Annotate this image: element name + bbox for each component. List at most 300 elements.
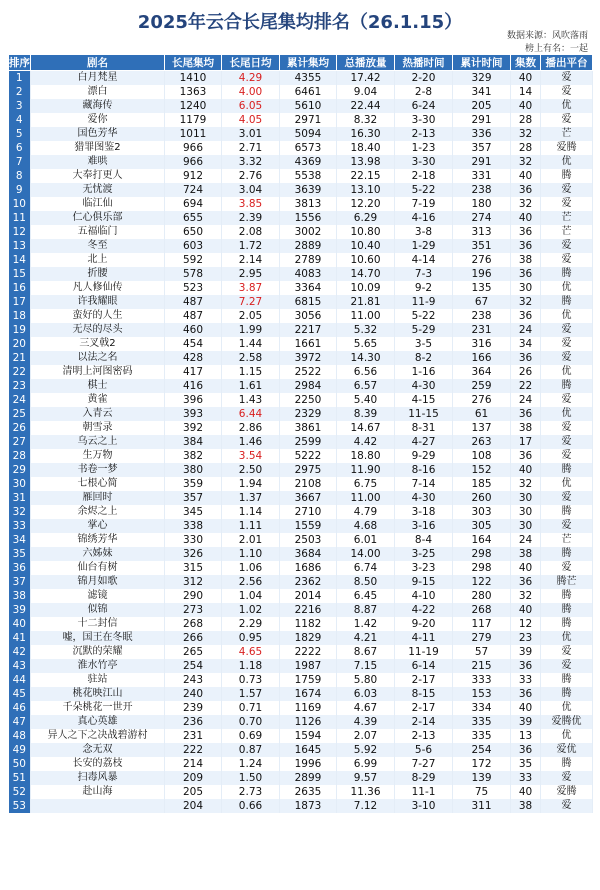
cell-rank: 1 bbox=[9, 71, 31, 86]
cell-platform: 芒 bbox=[541, 533, 593, 547]
cell-total-views: 4.79 bbox=[337, 505, 395, 519]
cell-tail-avg: 239 bbox=[165, 701, 222, 715]
cell-platform: 优 bbox=[541, 281, 593, 295]
cell-total-views: 6.45 bbox=[337, 589, 395, 603]
table-row bbox=[9, 659, 593, 673]
cell-title: 书卷一梦 bbox=[31, 463, 165, 477]
cell-platform: 优 bbox=[541, 309, 593, 323]
cell-platform: 腾 bbox=[541, 379, 593, 393]
cell-tail-avg: 326 bbox=[165, 547, 222, 561]
cell-rank: 38 bbox=[9, 589, 31, 603]
cell-title: 朝雪录 bbox=[31, 421, 165, 435]
cell-rank: 35 bbox=[9, 547, 31, 561]
cell-total-views: 14.00 bbox=[337, 547, 395, 561]
cell-rank: 4 bbox=[9, 113, 31, 127]
table-row bbox=[9, 435, 593, 449]
cell-title: 生万物 bbox=[31, 449, 165, 463]
cell-episodes: 24 bbox=[511, 393, 541, 407]
table-row bbox=[9, 267, 593, 281]
cell-days: 185 bbox=[453, 477, 511, 491]
cell-rank: 14 bbox=[9, 253, 31, 267]
cell-tail-daily: 3.87 bbox=[222, 281, 280, 295]
cell-tail-daily: 6.44 bbox=[222, 407, 280, 421]
cell-cum-avg: 5610 bbox=[280, 99, 337, 113]
table-row bbox=[9, 169, 593, 183]
cell-tail-daily: 1.04 bbox=[222, 589, 280, 603]
cell-air-date: 3-25 bbox=[395, 547, 453, 561]
cell-tail-avg: 273 bbox=[165, 603, 222, 617]
cell-rank: 41 bbox=[9, 631, 31, 645]
table-row bbox=[9, 519, 593, 533]
cell-air-date: 3-18 bbox=[395, 505, 453, 519]
cell-cum-avg: 3364 bbox=[280, 281, 337, 295]
cell-rank: 16 bbox=[9, 281, 31, 295]
cell-cum-avg: 1182 bbox=[280, 617, 337, 631]
cell-air-date: 2-20 bbox=[395, 71, 453, 86]
cell-rank: 31 bbox=[9, 491, 31, 505]
cell-rank: 22 bbox=[9, 365, 31, 379]
table-row bbox=[9, 673, 593, 687]
cell-tail-avg: 966 bbox=[165, 155, 222, 169]
column-header-episodes: 集数 bbox=[511, 55, 541, 71]
cell-title: 北上 bbox=[31, 253, 165, 267]
table-row bbox=[9, 505, 593, 519]
cell-tail-daily: 4.05 bbox=[222, 113, 280, 127]
cell-total-views: 6.99 bbox=[337, 757, 395, 771]
cell-days: 276 bbox=[453, 393, 511, 407]
cell-tail-avg: 650 bbox=[165, 225, 222, 239]
cell-tail-avg: 393 bbox=[165, 407, 222, 421]
cell-tail-daily: 2.73 bbox=[222, 785, 280, 799]
cell-air-date: 9-20 bbox=[395, 617, 453, 631]
cell-platform: 爱 bbox=[541, 323, 593, 337]
column-header-rank: 排序 bbox=[9, 55, 31, 71]
cell-total-views: 14.30 bbox=[337, 351, 395, 365]
cell-total-views: 9.57 bbox=[337, 771, 395, 785]
cell-episodes: 30 bbox=[511, 519, 541, 533]
cell-air-date: 4-16 bbox=[395, 211, 453, 225]
cell-episodes: 38 bbox=[511, 421, 541, 435]
cell-platform: 优 bbox=[541, 365, 593, 379]
cell-episodes: 26 bbox=[511, 365, 541, 379]
cell-rank: 19 bbox=[9, 323, 31, 337]
cell-rank: 34 bbox=[9, 533, 31, 547]
cell-rank: 25 bbox=[9, 407, 31, 421]
cell-tail-daily: 3.04 bbox=[222, 183, 280, 197]
cell-platform: 爱 bbox=[541, 337, 593, 351]
cell-title: 桃花映江山 bbox=[31, 687, 165, 701]
cell-tail-avg: 240 bbox=[165, 687, 222, 701]
table-row bbox=[9, 533, 593, 547]
cell-tail-daily: 2.58 bbox=[222, 351, 280, 365]
cell-platform: 优 bbox=[541, 155, 593, 169]
table-header-row bbox=[9, 55, 593, 71]
cell-episodes: 36 bbox=[511, 351, 541, 365]
cell-episodes: 38 bbox=[511, 253, 541, 267]
cell-tail-daily: 2.08 bbox=[222, 225, 280, 239]
cell-cum-avg: 2971 bbox=[280, 113, 337, 127]
cell-total-views: 8.50 bbox=[337, 575, 395, 589]
table-row bbox=[9, 351, 593, 365]
cell-total-views: 12.20 bbox=[337, 197, 395, 211]
cell-rank: 15 bbox=[9, 267, 31, 281]
cell-air-date: 2-13 bbox=[395, 127, 453, 141]
cell-platform: 爱 bbox=[541, 519, 593, 533]
cell-rank: 30 bbox=[9, 477, 31, 491]
cell-air-date: 3-23 bbox=[395, 561, 453, 575]
cell-rank: 50 bbox=[9, 757, 31, 771]
table-row bbox=[9, 561, 593, 575]
table-row bbox=[9, 463, 593, 477]
cell-platform: 爱 bbox=[541, 771, 593, 785]
cell-cum-avg: 2522 bbox=[280, 365, 337, 379]
cell-tail-avg: 603 bbox=[165, 239, 222, 253]
cell-title: 驻站 bbox=[31, 673, 165, 687]
cell-rank: 11 bbox=[9, 211, 31, 225]
table-row bbox=[9, 127, 593, 141]
cell-total-views: 10.60 bbox=[337, 253, 395, 267]
table-row bbox=[9, 785, 593, 799]
ranking-table bbox=[8, 54, 593, 813]
cell-episodes: 23 bbox=[511, 631, 541, 645]
cell-rank: 20 bbox=[9, 337, 31, 351]
cell-tail-daily: 0.69 bbox=[222, 729, 280, 743]
cell-days: 303 bbox=[453, 505, 511, 519]
cell-cum-avg: 2984 bbox=[280, 379, 337, 393]
cell-rank: 32 bbox=[9, 505, 31, 519]
cell-rank: 28 bbox=[9, 449, 31, 463]
cell-days: 280 bbox=[453, 589, 511, 603]
cell-cum-avg: 2329 bbox=[280, 407, 337, 421]
table-row bbox=[9, 603, 593, 617]
table-row bbox=[9, 141, 593, 155]
cell-episodes: 39 bbox=[511, 715, 541, 729]
cell-platform: 爱 bbox=[541, 421, 593, 435]
cell-cum-avg: 2975 bbox=[280, 463, 337, 477]
cell-cum-avg: 1556 bbox=[280, 211, 337, 225]
cell-days: 135 bbox=[453, 281, 511, 295]
cell-title: 黄雀 bbox=[31, 393, 165, 407]
cell-days: 334 bbox=[453, 701, 511, 715]
cell-episodes: 30 bbox=[511, 505, 541, 519]
cell-tail-daily: 1.43 bbox=[222, 393, 280, 407]
cell-title: 漂白 bbox=[31, 85, 165, 99]
cell-platform: 腾 bbox=[541, 505, 593, 519]
cell-total-views: 5.65 bbox=[337, 337, 395, 351]
cell-episodes: 40 bbox=[511, 701, 541, 715]
cell-air-date: 3-30 bbox=[395, 113, 453, 127]
cell-platform: 爱 bbox=[541, 561, 593, 575]
cell-cum-avg: 4083 bbox=[280, 267, 337, 281]
cell-tail-avg: 592 bbox=[165, 253, 222, 267]
cell-total-views: 5.80 bbox=[337, 673, 395, 687]
cell-rank: 10 bbox=[9, 197, 31, 211]
table-row bbox=[9, 771, 593, 785]
table-row bbox=[9, 211, 593, 225]
cell-tail-avg: 345 bbox=[165, 505, 222, 519]
cell-total-views: 4.67 bbox=[337, 701, 395, 715]
cell-platform: 爱 bbox=[541, 799, 593, 813]
cell-air-date: 7-14 bbox=[395, 477, 453, 491]
cell-title: 嘘，国王在冬眠 bbox=[31, 631, 165, 645]
cell-days: 351 bbox=[453, 239, 511, 253]
cell-days: 357 bbox=[453, 141, 511, 155]
cell-tail-daily: 4.29 bbox=[222, 71, 280, 86]
cell-days: 205 bbox=[453, 99, 511, 113]
cell-days: 137 bbox=[453, 421, 511, 435]
cell-platform: 腾芒 bbox=[541, 575, 593, 589]
cell-rank: 23 bbox=[9, 379, 31, 393]
cell-cum-avg: 6573 bbox=[280, 141, 337, 155]
cell-title: 白月梵星 bbox=[31, 71, 165, 86]
cell-air-date: 11-9 bbox=[395, 295, 453, 309]
cell-tail-daily: 0.73 bbox=[222, 673, 280, 687]
cell-air-date: 3-10 bbox=[395, 799, 453, 813]
cell-rank: 12 bbox=[9, 225, 31, 239]
cell-rank: 53 bbox=[9, 799, 31, 813]
cell-platform: 芒 bbox=[541, 225, 593, 239]
cell-total-views: 4.68 bbox=[337, 519, 395, 533]
cell-total-views: 21.81 bbox=[337, 295, 395, 309]
cell-air-date: 6-14 bbox=[395, 659, 453, 673]
cell-rank: 48 bbox=[9, 729, 31, 743]
cell-days: 231 bbox=[453, 323, 511, 337]
cell-platform: 爱 bbox=[541, 197, 593, 211]
cell-total-views: 14.67 bbox=[337, 421, 395, 435]
cell-cum-avg: 3972 bbox=[280, 351, 337, 365]
cell-total-views: 22.15 bbox=[337, 169, 395, 183]
cell-air-date: 3-30 bbox=[395, 155, 453, 169]
cell-platform: 腾 bbox=[541, 169, 593, 183]
cell-title: 无尽的尽头 bbox=[31, 323, 165, 337]
cell-air-date: 2-8 bbox=[395, 85, 453, 99]
table-row bbox=[9, 281, 593, 295]
cell-tail-avg: 209 bbox=[165, 771, 222, 785]
cell-tail-avg: 416 bbox=[165, 379, 222, 393]
cell-platform: 爱 bbox=[541, 85, 593, 99]
cell-title: 掌心 bbox=[31, 519, 165, 533]
table-row bbox=[9, 575, 593, 589]
cell-air-date: 5-6 bbox=[395, 743, 453, 757]
cell-platform: 腾 bbox=[541, 547, 593, 561]
cell-rank: 40 bbox=[9, 617, 31, 631]
cell-total-views: 6.75 bbox=[337, 477, 395, 491]
cell-rank: 7 bbox=[9, 155, 31, 169]
cell-title: 清明上河图密码 bbox=[31, 365, 165, 379]
cell-cum-avg: 3639 bbox=[280, 183, 337, 197]
cell-cum-avg: 2216 bbox=[280, 603, 337, 617]
cell-rank: 51 bbox=[9, 771, 31, 785]
cell-air-date: 9-15 bbox=[395, 575, 453, 589]
cell-days: 172 bbox=[453, 757, 511, 771]
cell-tail-daily: 2.50 bbox=[222, 463, 280, 477]
cell-cum-avg: 1126 bbox=[280, 715, 337, 729]
cell-rank: 8 bbox=[9, 169, 31, 183]
cell-days: 180 bbox=[453, 197, 511, 211]
table-row bbox=[9, 323, 593, 337]
cell-air-date: 4-14 bbox=[395, 253, 453, 267]
cell-total-views: 9.04 bbox=[337, 85, 395, 99]
cell-tail-daily: 1.02 bbox=[222, 603, 280, 617]
cell-rank: 21 bbox=[9, 351, 31, 365]
cell-tail-avg: 222 bbox=[165, 743, 222, 757]
cell-cum-avg: 6815 bbox=[280, 295, 337, 309]
cell-tail-daily: 3.01 bbox=[222, 127, 280, 141]
cell-tail-avg: 454 bbox=[165, 337, 222, 351]
cell-tail-daily: 1.15 bbox=[222, 365, 280, 379]
cell-days: 57 bbox=[453, 645, 511, 659]
cell-tail-avg: 357 bbox=[165, 491, 222, 505]
cell-total-views: 11.36 bbox=[337, 785, 395, 799]
cell-tail-daily: 0.71 bbox=[222, 701, 280, 715]
cell-episodes: 36 bbox=[511, 183, 541, 197]
table-row bbox=[9, 253, 593, 267]
cell-cum-avg: 3861 bbox=[280, 421, 337, 435]
table-row bbox=[9, 743, 593, 757]
cell-tail-avg: 724 bbox=[165, 183, 222, 197]
cell-rank: 6 bbox=[9, 141, 31, 155]
cell-tail-avg: 417 bbox=[165, 365, 222, 379]
cell-episodes: 32 bbox=[511, 155, 541, 169]
cell-cum-avg: 1829 bbox=[280, 631, 337, 645]
cell-air-date: 4-30 bbox=[395, 491, 453, 505]
cell-days: 61 bbox=[453, 407, 511, 421]
cell-platform: 腾 bbox=[541, 603, 593, 617]
cell-title: 折腰 bbox=[31, 267, 165, 281]
cell-episodes: 36 bbox=[511, 309, 541, 323]
cell-episodes: 17 bbox=[511, 435, 541, 449]
cell-days: 313 bbox=[453, 225, 511, 239]
cell-days: 298 bbox=[453, 547, 511, 561]
cell-tail-avg: 265 bbox=[165, 645, 222, 659]
cell-total-views: 16.30 bbox=[337, 127, 395, 141]
cell-episodes: 32 bbox=[511, 295, 541, 309]
cell-platform: 优 bbox=[541, 701, 593, 715]
cell-title: 仙台有树 bbox=[31, 561, 165, 575]
cell-episodes: 36 bbox=[511, 575, 541, 589]
cell-total-views: 7.15 bbox=[337, 659, 395, 673]
cell-days: 329 bbox=[453, 71, 511, 86]
table-row bbox=[9, 701, 593, 715]
cell-title: 国色芳华 bbox=[31, 127, 165, 141]
cell-days: 291 bbox=[453, 155, 511, 169]
cell-tail-avg: 204 bbox=[165, 799, 222, 813]
cell-total-views: 6.57 bbox=[337, 379, 395, 393]
cell-tail-avg: 290 bbox=[165, 589, 222, 603]
cell-days: 336 bbox=[453, 127, 511, 141]
cell-air-date: 7-3 bbox=[395, 267, 453, 281]
cell-air-date: 9-29 bbox=[395, 449, 453, 463]
cell-air-date: 8-15 bbox=[395, 687, 453, 701]
cell-rank: 39 bbox=[9, 603, 31, 617]
cell-total-views: 18.80 bbox=[337, 449, 395, 463]
cell-platform: 芒 bbox=[541, 127, 593, 141]
cell-tail-daily: 2.95 bbox=[222, 267, 280, 281]
table-row bbox=[9, 365, 593, 379]
cell-episodes: 13 bbox=[511, 729, 541, 743]
cell-episodes: 34 bbox=[511, 337, 541, 351]
cell-title: 入青云 bbox=[31, 407, 165, 421]
cell-title: 念无双 bbox=[31, 743, 165, 757]
cell-platform: 优 bbox=[541, 729, 593, 743]
table-row bbox=[9, 715, 593, 729]
cell-title: 难哄 bbox=[31, 155, 165, 169]
cell-air-date: 8-31 bbox=[395, 421, 453, 435]
table-row bbox=[9, 197, 593, 211]
cell-total-views: 10.09 bbox=[337, 281, 395, 295]
cell-days: 108 bbox=[453, 449, 511, 463]
cell-cum-avg: 1169 bbox=[280, 701, 337, 715]
cell-platform: 爱 bbox=[541, 239, 593, 253]
cell-air-date: 11-15 bbox=[395, 407, 453, 421]
cell-rank: 18 bbox=[9, 309, 31, 323]
cell-cum-avg: 1873 bbox=[280, 799, 337, 813]
cell-episodes: 28 bbox=[511, 113, 541, 127]
table-row bbox=[9, 71, 593, 86]
cell-platform: 腾 bbox=[541, 673, 593, 687]
table-row bbox=[9, 799, 593, 813]
cell-air-date: 4-11 bbox=[395, 631, 453, 645]
cell-episodes: 24 bbox=[511, 533, 541, 547]
cell-total-views: 5.32 bbox=[337, 323, 395, 337]
cell-tail-daily: 1.37 bbox=[222, 491, 280, 505]
cell-days: 268 bbox=[453, 603, 511, 617]
cell-air-date: 2-14 bbox=[395, 715, 453, 729]
cell-days: 238 bbox=[453, 309, 511, 323]
cell-total-views: 6.74 bbox=[337, 561, 395, 575]
cell-cum-avg: 1674 bbox=[280, 687, 337, 701]
cell-days: 311 bbox=[453, 799, 511, 813]
cell-tail-daily: 3.32 bbox=[222, 155, 280, 169]
cell-tail-avg: 338 bbox=[165, 519, 222, 533]
cell-total-views: 7.12 bbox=[337, 799, 395, 813]
cell-days: 260 bbox=[453, 491, 511, 505]
cell-title: 似锦 bbox=[31, 603, 165, 617]
cell-tail-avg: 266 bbox=[165, 631, 222, 645]
cell-tail-daily: 6.05 bbox=[222, 99, 280, 113]
cell-platform: 爱 bbox=[541, 113, 593, 127]
table-row bbox=[9, 421, 593, 435]
cell-tail-avg: 1179 bbox=[165, 113, 222, 127]
cell-tail-avg: 330 bbox=[165, 533, 222, 547]
cell-cum-avg: 6461 bbox=[280, 85, 337, 99]
cell-air-date: 1-16 bbox=[395, 365, 453, 379]
cell-tail-daily: 1.72 bbox=[222, 239, 280, 253]
cell-tail-daily: 1.50 bbox=[222, 771, 280, 785]
cell-total-views: 17.42 bbox=[337, 71, 395, 86]
cell-tail-avg: 268 bbox=[165, 617, 222, 631]
cell-tail-daily: 0.95 bbox=[222, 631, 280, 645]
source-line: 榜上有名：一起 bbox=[524, 44, 588, 54]
cell-tail-daily: 1.14 bbox=[222, 505, 280, 519]
cell-tail-daily: 3.85 bbox=[222, 197, 280, 211]
cell-episodes: 30 bbox=[511, 491, 541, 505]
cell-platform: 爱 bbox=[541, 183, 593, 197]
cell-tail-daily: 4.00 bbox=[222, 85, 280, 99]
cell-episodes: 40 bbox=[511, 169, 541, 183]
cell-platform: 腾 bbox=[541, 295, 593, 309]
cell-tail-avg: 487 bbox=[165, 295, 222, 309]
cell-tail-avg: 655 bbox=[165, 211, 222, 225]
table-row bbox=[9, 225, 593, 239]
cell-title: 猎罪图鉴2 bbox=[31, 141, 165, 155]
cell-total-views: 14.70 bbox=[337, 267, 395, 281]
cell-tail-daily: 2.86 bbox=[222, 421, 280, 435]
cell-platform: 爱 bbox=[541, 393, 593, 407]
cell-cum-avg: 1661 bbox=[280, 337, 337, 351]
cell-episodes: 32 bbox=[511, 589, 541, 603]
cell-episodes: 14 bbox=[511, 85, 541, 99]
